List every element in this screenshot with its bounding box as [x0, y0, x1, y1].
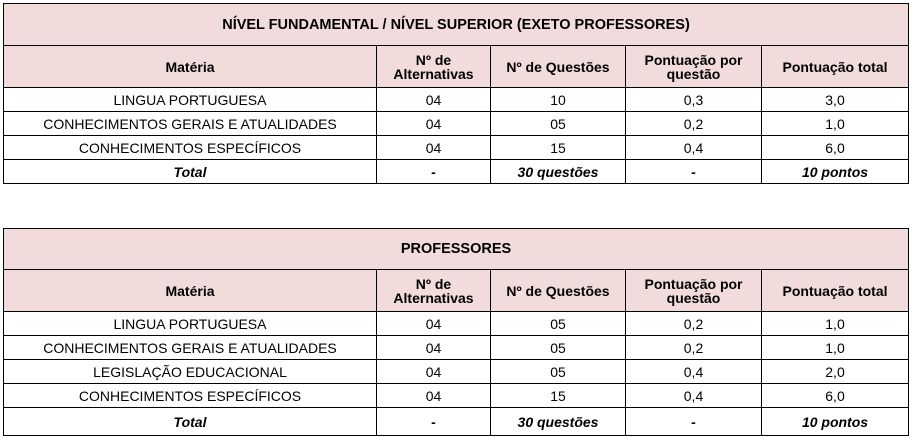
cell-alternativas: 04 — [377, 336, 491, 360]
cell-questoes: 10 — [491, 88, 626, 112]
total-label: Total — [4, 160, 377, 184]
cell-pontuacao-questao: 0,4 — [626, 360, 762, 384]
total-alternativas: - — [377, 160, 491, 184]
header-materia: Matéria — [4, 46, 377, 88]
cell-materia: LINGUA PORTUGUESA — [4, 312, 377, 336]
table-title-row — [4, 4, 909, 46]
cell-alternativas: 04 — [377, 112, 491, 136]
cell-materia: CONHECIMENTOS GERAIS E ATUALIDADES — [4, 112, 377, 136]
cell-questoes: 15 — [491, 136, 626, 160]
total-pontuacao: 10 pontos — [762, 160, 909, 184]
cell-materia: CONHECIMENTOS GERAIS E ATUALIDADES — [4, 336, 377, 360]
table-row — [4, 384, 909, 408]
table-row — [4, 88, 909, 112]
score-table-professores — [3, 228, 909, 436]
cell-questoes: 05 — [491, 360, 626, 384]
cell-materia: CONHECIMENTOS ESPECÍFICOS — [4, 136, 377, 160]
total-pontuacao-questao: - — [626, 408, 762, 436]
cell-alternativas: 04 — [377, 88, 491, 112]
cell-pontuacao-questao: 0,4 — [626, 384, 762, 408]
cell-alternativas: 04 — [377, 360, 491, 384]
cell-pontuacao-total: 6,0 — [762, 384, 909, 408]
cell-alternativas: 04 — [377, 136, 491, 160]
cell-questoes: 05 — [491, 312, 626, 336]
cell-questoes: 15 — [491, 384, 626, 408]
cell-pontuacao-total: 1,0 — [762, 112, 909, 136]
table-row — [4, 360, 909, 384]
header-alternativas: Nº de Alternativas — [377, 46, 491, 88]
table-row — [4, 136, 909, 160]
total-questoes: 30 questões — [491, 160, 626, 184]
cell-pontuacao-total: 6,0 — [762, 136, 909, 160]
cell-pontuacao-total: 1,0 — [762, 312, 909, 336]
table-row — [4, 336, 909, 360]
header-questoes: Nº de Questões — [491, 270, 626, 312]
cell-pontuacao-questao: 0,2 — [626, 336, 762, 360]
header-pontuacao-total: Pontuação total — [762, 46, 909, 88]
table-header-row — [4, 46, 909, 88]
table-title: PROFESSORES — [4, 229, 909, 270]
cell-pontuacao-questao: 0,2 — [626, 112, 762, 136]
total-questoes: 30 questões — [491, 408, 626, 436]
cell-pontuacao-total: 1,0 — [762, 336, 909, 360]
cell-alternativas: 04 — [377, 384, 491, 408]
total-alternativas: - — [377, 408, 491, 436]
table-row — [4, 112, 909, 136]
header-questoes: Nº de Questões — [491, 46, 626, 88]
table-header-row — [4, 270, 909, 312]
total-label: Total — [4, 408, 377, 436]
header-materia: Matéria — [4, 270, 377, 312]
header-pontuacao-questao: Pontuação por questão — [626, 46, 762, 88]
cell-pontuacao-questao: 0,2 — [626, 312, 762, 336]
cell-materia: LEGISLAÇÃO EDUCACIONAL — [4, 360, 377, 384]
header-alternativas: Nº de Alternativas — [377, 270, 491, 312]
header-pontuacao-questao: Pontuação por questão — [626, 270, 762, 312]
header-pontuacao-total: Pontuação total — [762, 270, 909, 312]
cell-pontuacao-total: 3,0 — [762, 88, 909, 112]
cell-pontuacao-questao: 0,3 — [626, 88, 762, 112]
cell-alternativas: 04 — [377, 312, 491, 336]
cell-pontuacao-total: 2,0 — [762, 360, 909, 384]
total-pontuacao: 10 pontos — [762, 408, 909, 436]
table-total-row — [4, 408, 909, 436]
table-total-row — [4, 160, 909, 184]
cell-materia: LINGUA PORTUGUESA — [4, 88, 377, 112]
cell-questoes: 05 — [491, 336, 626, 360]
score-table-nivel-fundamental-superior — [3, 3, 909, 184]
table-title: NÍVEL FUNDAMENTAL / NÍVEL SUPERIOR (EXETO PROFESSORES) — [4, 4, 909, 46]
table-row — [4, 312, 909, 336]
cell-materia: CONHECIMENTOS ESPECÍFICOS — [4, 384, 377, 408]
table-title-row — [4, 229, 909, 270]
cell-questoes: 05 — [491, 112, 626, 136]
total-pontuacao-questao: - — [626, 160, 762, 184]
cell-pontuacao-questao: 0,4 — [626, 136, 762, 160]
